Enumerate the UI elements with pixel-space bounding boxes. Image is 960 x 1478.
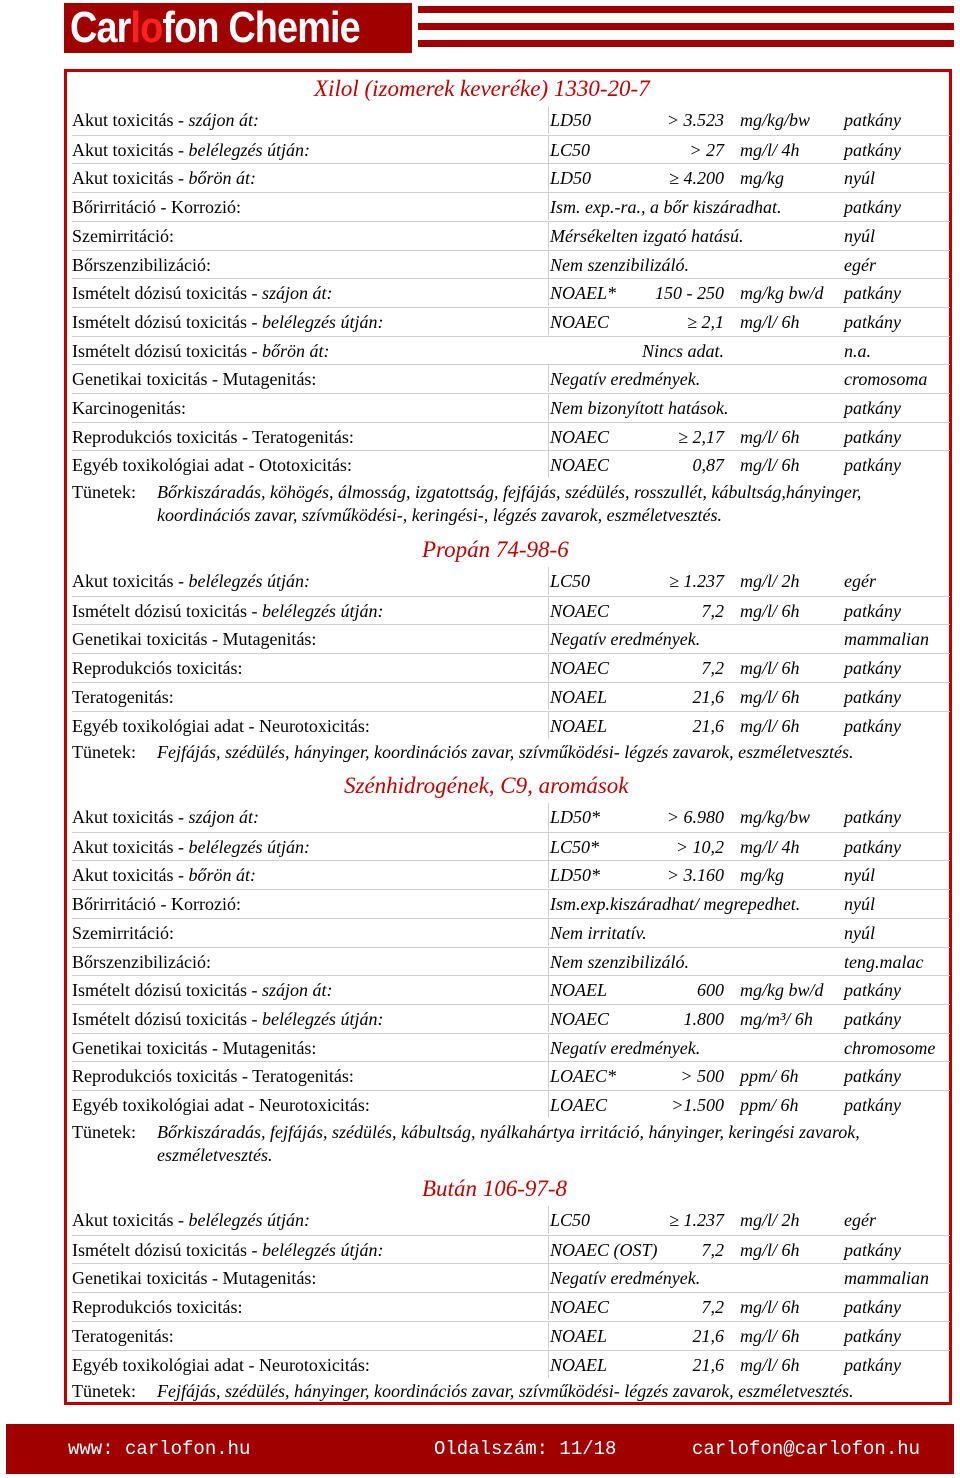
table-row — [70, 889, 950, 917]
row-method: NOAEC — [550, 1292, 950, 1320]
section-title: Szénhidrogének, C9, aromások — [344, 773, 629, 798]
table-row — [70, 135, 950, 163]
row-label: Ismételt dózisú toxicitás - belélegzés útján: — [72, 1235, 550, 1263]
symptoms-label: Tünetek: — [72, 1381, 136, 1402]
row-unit: mg/kg/bw — [740, 807, 810, 827]
row-value — [640, 250, 728, 278]
row-method: LOAEC* — [550, 1061, 950, 1089]
row-species: patkány — [844, 135, 950, 163]
row-species: patkány — [844, 807, 901, 827]
symptoms-text: Fejfájás, szédülés, hányinger, koordinációs zavar, szívműködési- légzés zavarok, eszméletvesztés. — [157, 742, 854, 763]
row-method: NOAEC — [550, 450, 950, 478]
row-method: Negatív eredmények. — [550, 1033, 950, 1061]
row-label: Akut toxicitás - belélegzés útján: — [72, 1210, 310, 1230]
table-row — [70, 624, 950, 652]
table-row — [70, 711, 950, 739]
page-footer — [6, 1424, 954, 1474]
footer-website[interactable]: www: carlofon.hu — [68, 1438, 251, 1460]
section-title: Xilol (izomerek keveréke) 1330-20-7 — [314, 76, 650, 101]
header-stripe — [418, 6, 954, 13]
row-label: Reprodukciós toxicitás: — [72, 653, 550, 681]
row-value: 1.800 — [640, 1004, 728, 1032]
row-method: NOAEL — [550, 682, 950, 710]
table-row — [70, 860, 950, 888]
table-row — [70, 393, 950, 421]
row-species: patkány — [844, 422, 950, 450]
section-title: Propán 74-98-6 — [422, 537, 569, 562]
row-method: LC50 — [550, 135, 950, 163]
row-method: NOAEC — [550, 307, 950, 335]
row-unit: mg/kg/bw — [740, 110, 810, 130]
symptoms-note — [72, 481, 952, 527]
footer-email[interactable]: carlofon@carlofon.hu — [692, 1438, 921, 1460]
row-unit: mg/l/ 2h — [740, 1210, 800, 1230]
row-label: Ismételt dózisú toxicitás - szájon át: — [72, 278, 550, 306]
symptoms-note — [72, 1121, 952, 1167]
row-species: patkány — [844, 110, 901, 130]
row-species: patkány — [844, 682, 950, 710]
row-method: Ism.exp.kiszáradhat/ megrepedhet. — [550, 889, 950, 917]
row-species: patkány — [844, 1235, 950, 1263]
row-value — [640, 889, 728, 917]
row-method: LC50* — [550, 832, 950, 860]
row-species: nyúl — [844, 163, 950, 191]
row-value: ≥ 2,1 — [640, 307, 728, 335]
row-value: ≥ 4.200 — [640, 163, 728, 191]
row-method: Nem szenzibilizáló. — [550, 947, 950, 975]
row-method: NOAEL — [550, 1321, 950, 1349]
row-species: egér — [844, 250, 950, 278]
row-species: patkány — [844, 393, 950, 421]
table-row — [70, 336, 950, 364]
row-label: Ismételt dózisú toxicitás - szájon át: — [72, 975, 550, 1003]
table-row — [70, 947, 950, 975]
row-unit: mg/l/ 4h — [740, 135, 800, 163]
row-species: patkány — [844, 1090, 950, 1118]
row-method: NOAEL* — [550, 278, 950, 306]
row-unit: mg/l/ 6h — [740, 596, 800, 624]
row-value: > 3.160 — [640, 860, 728, 888]
row-method: LD50* — [550, 807, 601, 827]
row-label: Genetikai toxicitás - Mutagenitás: — [72, 1033, 550, 1061]
row-species: mammalian — [844, 1263, 950, 1291]
row-species: patkány — [844, 192, 950, 220]
row-species: patkány — [844, 653, 950, 681]
row-label: Ismételt dózisú toxicitás - belélegzés útján: — [72, 596, 550, 624]
row-label: Akut toxicitás - szájon át: — [72, 807, 259, 827]
table-row — [70, 653, 950, 681]
row-value — [640, 393, 728, 421]
row-method: Negatív eredmények. — [550, 1263, 950, 1291]
row-unit: mg/m³/ 6h — [740, 1004, 813, 1032]
row-label: Genetikai toxicitás - Mutagenitás: — [72, 1263, 550, 1291]
row-species: patkány — [844, 1292, 950, 1320]
symptoms-text: Fejfájás, szédülés, hányinger, koordinációs zavar, szívműködési- légzés zavarok, eszméletvesztés. — [157, 1381, 854, 1402]
table-row — [70, 682, 950, 710]
row-method: Negatív eredmények. — [550, 624, 950, 652]
row-unit: mg/l/ 4h — [740, 832, 800, 860]
row-value: 0,87 — [640, 450, 728, 478]
row-species: patkány — [844, 1350, 950, 1378]
table-row — [70, 567, 950, 595]
row-unit: ppm/ 6h — [740, 1061, 799, 1089]
row-species: patkány — [844, 307, 950, 335]
row-unit: mg/l/ 6h — [740, 653, 800, 681]
table-row — [70, 1292, 950, 1320]
section-title: Bután 106-97-8 — [422, 1176, 568, 1201]
row-value: > 27 — [640, 135, 728, 163]
table-row — [70, 250, 950, 278]
row-species: patkány — [844, 711, 950, 739]
row-method: NOAEC — [550, 1004, 950, 1032]
row-label: Szemirritáció: — [72, 918, 550, 946]
table-row — [70, 803, 950, 831]
symptoms-note — [72, 1380, 952, 1403]
row-value: Nincs adat. — [640, 336, 728, 364]
row-label: Bőrirritáció - Korrozió: — [72, 889, 550, 917]
symptoms-text: Bőrkiszáradás, fejfájás, szédülés, kábultság, nyálkahártya irritáció, hányinger, keringési zavarok, eszméletvesztés. — [157, 1121, 860, 1165]
symptoms-text: Bőrkiszáradás, köhögés, álmosság, izgatottság, fejfájás, szédülés, rosszullét, kábultság,hányinger, koordinációs zavar, szívműködési-, keringési-, légzés zavarok, eszméletvesztés. — [157, 482, 862, 526]
row-label: Genetikai toxicitás - Mutagenitás: — [72, 624, 550, 652]
logo-text-3: fon Chemie — [162, 3, 360, 52]
row-unit: mg/l/ 6h — [740, 307, 800, 335]
row-label: Akut toxicitás - szájon át: — [72, 110, 259, 130]
row-method: NOAEC — [550, 596, 950, 624]
row-value: > 3.523 — [666, 110, 724, 130]
row-unit: mg/kg — [740, 163, 784, 191]
table-row — [70, 918, 950, 946]
row-method: Nem irritatív. — [550, 918, 950, 946]
row-label: Reprodukciós toxicitás - Teratogenitás: — [72, 1061, 550, 1089]
company-logo — [64, 3, 412, 53]
symptoms-note — [72, 741, 952, 764]
row-value: > 500 — [640, 1061, 728, 1089]
row-species: patkány — [844, 278, 950, 306]
row-species: nyúl — [844, 221, 950, 249]
table-row — [70, 450, 950, 478]
row-value: 21,6 — [640, 711, 728, 739]
row-species: egér — [844, 1210, 876, 1230]
row-method: NOAEC — [550, 653, 950, 681]
row-species: patkány — [844, 596, 950, 624]
row-value — [640, 918, 728, 946]
row-unit: ppm/ 6h — [740, 1090, 799, 1118]
row-label: Bőrirritáció - Korrozió: — [72, 192, 550, 220]
row-unit: mg/l/ 2h — [740, 571, 800, 591]
row-unit: mg/l/ 6h — [740, 1292, 800, 1320]
table-row — [70, 1321, 950, 1349]
table-row — [70, 1004, 950, 1032]
row-label: Genetikai toxicitás - Mutagenitás: — [72, 364, 550, 392]
footer-page-number: Oldalszám: 11/18 — [434, 1438, 617, 1460]
row-species: chromosome — [844, 1033, 950, 1061]
table-row — [70, 1350, 950, 1378]
row-label: Egyéb toxikológiai adat - Neurotoxicitás: — [72, 711, 550, 739]
row-value: 7,2 — [640, 1292, 728, 1320]
table-row — [70, 307, 950, 335]
row-method: Nem szenzibilizáló. — [550, 250, 950, 278]
table-row — [70, 163, 950, 191]
row-value — [640, 624, 728, 652]
row-value: 21,6 — [640, 1350, 728, 1378]
table-row — [70, 192, 950, 220]
row-value: >1.500 — [640, 1090, 728, 1118]
table-row — [70, 1263, 950, 1291]
symptoms-label: Tünetek: — [72, 482, 136, 503]
table-row — [70, 1235, 950, 1263]
row-species: egér — [844, 571, 876, 591]
row-unit: mg/l/ 6h — [740, 422, 800, 450]
row-method: LC50 — [550, 571, 591, 591]
row-species: patkány — [844, 1004, 950, 1032]
table-row — [70, 278, 950, 306]
row-species: patkány — [844, 1321, 950, 1349]
row-unit: mg/l/ 6h — [740, 682, 800, 710]
row-value: ≥ 2,17 — [640, 422, 728, 450]
table-row — [70, 975, 950, 1003]
row-species: nyúl — [844, 918, 950, 946]
row-label: Akut toxicitás - bőrön át: — [72, 860, 550, 888]
table-row — [70, 1206, 950, 1234]
row-value: 150 - 250 — [640, 278, 728, 306]
row-label: Akut toxicitás - belélegzés útján: — [72, 832, 550, 860]
table-row — [70, 1090, 950, 1118]
row-species: cromosoma — [844, 364, 950, 392]
symptoms-label: Tünetek: — [72, 742, 136, 763]
row-unit: mg/l/ 6h — [740, 711, 800, 739]
row-label: Ismételt dózisú toxicitás - bőrön át: — [72, 336, 550, 364]
row-method: NOAEL — [550, 711, 950, 739]
row-species: teng.malac — [844, 947, 950, 975]
logo-text-1: Car — [70, 3, 131, 52]
row-value: 21,6 — [640, 682, 728, 710]
row-method: LC50 — [550, 1210, 591, 1230]
row-species: patkány — [844, 832, 950, 860]
row-value: 7,2 — [640, 596, 728, 624]
row-value: 21,6 — [640, 1321, 728, 1349]
row-label: Teratogenitás: — [72, 682, 550, 710]
row-unit: mg/kg — [740, 860, 784, 888]
row-species: nyúl — [844, 860, 950, 888]
table-row — [70, 422, 950, 450]
row-species: patkány — [844, 450, 950, 478]
table-row — [70, 1033, 950, 1061]
row-method: LD50* — [550, 860, 950, 888]
row-unit: mg/l/ 6h — [740, 1321, 800, 1349]
table-row — [70, 596, 950, 624]
row-value: 600 — [640, 975, 728, 1003]
table-row — [70, 1061, 950, 1089]
row-label: Bőrszenzibilizáció: — [72, 250, 550, 278]
header-stripe — [418, 40, 954, 47]
table-row — [70, 364, 950, 392]
row-species: mammalian — [844, 624, 950, 652]
row-label: Egyéb toxikológiai adat - Neurotoxicitás: — [72, 1090, 550, 1118]
table-row — [70, 106, 950, 134]
table-row — [70, 221, 950, 249]
row-label: Szemirritáció: — [72, 221, 550, 249]
row-method: NOAEL — [550, 1350, 950, 1378]
row-species: patkány — [844, 975, 950, 1003]
row-method: NOAEL — [550, 975, 950, 1003]
row-method: Negatív eredmények. — [550, 364, 950, 392]
row-value — [640, 1033, 728, 1061]
row-unit: mg/l/ 6h — [740, 1350, 800, 1378]
row-species: n.a. — [844, 336, 950, 364]
row-label: Bőrszenzibilizáció: — [72, 947, 550, 975]
row-value: 7,2 — [640, 653, 728, 681]
row-unit: mg/kg bw/d — [740, 278, 824, 306]
row-method: LOAEC — [550, 1090, 950, 1118]
row-method: LD50 — [550, 110, 592, 130]
row-value — [640, 1263, 728, 1291]
row-label: Teratogenitás: — [72, 1321, 550, 1349]
row-label: Ismételt dózisú toxicitás - belélegzés útján: — [72, 307, 550, 335]
row-value: > 10,2 — [640, 832, 728, 860]
row-label: Ismételt dózisú toxicitás - belélegzés útján: — [72, 1004, 550, 1032]
row-value: > 6.980 — [666, 807, 724, 827]
page-header — [0, 0, 960, 58]
row-value: ≥ 1.237 — [669, 571, 724, 591]
row-label: Egyéb toxikológiai adat - Ototoxicitás: — [72, 450, 550, 478]
row-method: Mérsékelten izgató hatású. — [550, 221, 950, 249]
row-value: ≥ 1.237 — [669, 1210, 724, 1230]
row-label: Akut toxicitás - belélegzés útján: — [72, 571, 310, 591]
row-unit: mg/l/ 6h — [740, 450, 800, 478]
row-value — [640, 947, 728, 975]
row-label: Akut toxicitás - bőrön át: — [72, 163, 550, 191]
logo-text-2: lo — [130, 3, 163, 52]
row-label: Akut toxicitás - belélegzés útján: — [72, 135, 550, 163]
symptoms-label: Tünetek: — [72, 1121, 136, 1142]
row-method: NOAEC — [550, 422, 950, 450]
row-species: patkány — [844, 1061, 950, 1089]
row-method: Ism. exp.-ra., a bőr kiszáradhat. — [550, 192, 950, 220]
row-unit: mg/l/ 6h — [740, 1235, 800, 1263]
row-label: Reprodukciós toxicitás - Teratogenitás: — [72, 422, 550, 450]
row-label: Reprodukciós toxicitás: — [72, 1292, 550, 1320]
row-species: nyúl — [844, 889, 950, 917]
row-value — [640, 192, 728, 220]
row-unit: mg/kg bw/d — [740, 975, 824, 1003]
row-label: Egyéb toxikológiai adat - Neurotoxicitás: — [72, 1350, 550, 1378]
row-method: Nem bizonyított hatások. — [550, 393, 950, 421]
row-value: 7,2 — [640, 1235, 728, 1263]
row-value — [640, 364, 728, 392]
row-method: NOAEC (OST) — [550, 1235, 950, 1263]
table-row — [70, 832, 950, 860]
row-label: Karcinogenitás: — [72, 393, 550, 421]
row-method: LD50 — [550, 163, 950, 191]
header-stripe — [418, 23, 954, 30]
row-value — [640, 221, 728, 249]
